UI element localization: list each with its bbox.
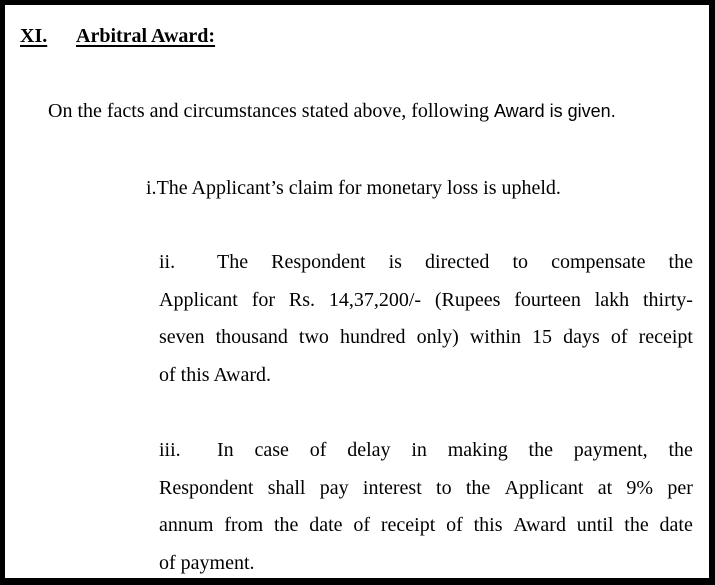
word: the xyxy=(668,251,693,273)
word: within xyxy=(469,326,521,348)
word: of xyxy=(309,439,327,461)
word: (Rupees xyxy=(434,288,501,311)
word: delay xyxy=(347,439,391,461)
word: directed xyxy=(425,251,490,273)
word: the xyxy=(624,514,649,536)
word: at xyxy=(597,476,613,499)
word: this xyxy=(473,514,503,536)
section-title: Arbitral Award: xyxy=(76,25,216,47)
word: seven xyxy=(159,326,205,348)
word: The xyxy=(217,251,249,273)
word: of xyxy=(353,514,371,536)
word: thirty- xyxy=(642,288,693,311)
word: days xyxy=(563,326,600,348)
word: of xyxy=(446,514,463,536)
word: making xyxy=(447,439,508,461)
word: Rs. xyxy=(288,288,315,311)
intro-text: On the facts and circumstances stated above, following xyxy=(48,100,494,122)
award-item-i xyxy=(146,177,561,200)
word: of xyxy=(610,326,628,348)
item-line xyxy=(159,244,693,282)
word: receipt xyxy=(380,514,436,536)
word: compensate xyxy=(551,251,646,273)
word: case xyxy=(254,439,289,461)
word: per xyxy=(667,476,693,499)
word: to xyxy=(512,251,529,273)
item-line: of this Award. xyxy=(159,363,272,386)
intro-paragraph xyxy=(48,100,616,123)
word: Applicant xyxy=(504,476,584,499)
word: the xyxy=(528,439,553,461)
item-line-text xyxy=(217,244,693,282)
item-line xyxy=(159,319,693,357)
item-line xyxy=(159,432,693,470)
word: lakh xyxy=(594,288,630,311)
word: 14,37,200/- xyxy=(328,288,422,311)
word: is xyxy=(388,251,402,273)
word: fourteen xyxy=(514,288,581,311)
word: payment, xyxy=(573,439,648,461)
word: only) xyxy=(416,326,459,348)
word: date xyxy=(659,514,693,536)
word: 9% xyxy=(626,476,654,499)
item-text: The Applicant’s claim for monetary loss is upheld. xyxy=(156,177,561,199)
word: in xyxy=(411,439,427,461)
section-number: XI. xyxy=(20,25,48,47)
word: the xyxy=(668,439,693,461)
item-line xyxy=(159,282,693,320)
word: pay xyxy=(319,476,349,499)
item-line: of payment. xyxy=(159,551,255,574)
item-line xyxy=(159,470,693,508)
word: Applicant xyxy=(159,288,238,311)
word: the xyxy=(273,514,299,536)
word: hundred xyxy=(339,326,406,348)
word: annum xyxy=(159,514,214,536)
word: to xyxy=(436,476,452,499)
word: the xyxy=(465,476,491,499)
word: for xyxy=(251,288,276,311)
word: interest xyxy=(362,476,422,499)
item-marker: ii. xyxy=(159,251,176,273)
word: from xyxy=(224,514,264,536)
word: 15 xyxy=(532,326,553,348)
word: date xyxy=(309,514,343,536)
section-heading xyxy=(20,25,216,48)
word: Award xyxy=(513,514,566,536)
item-line-text xyxy=(217,432,693,470)
award-item-iii xyxy=(159,432,693,582)
word: In xyxy=(217,439,234,461)
item-marker: iii. xyxy=(159,439,181,461)
word: Respondent xyxy=(271,251,366,273)
word: until xyxy=(576,514,614,536)
item-marker: i. xyxy=(146,177,157,199)
word: Respondent xyxy=(159,476,254,499)
word: two xyxy=(298,326,329,348)
word: thousand xyxy=(215,326,288,348)
word: receipt xyxy=(638,326,693,348)
award-item-ii xyxy=(159,244,693,394)
item-line xyxy=(159,507,693,545)
intro-award-text: Award is given. xyxy=(493,101,616,121)
word: shall xyxy=(267,476,306,499)
